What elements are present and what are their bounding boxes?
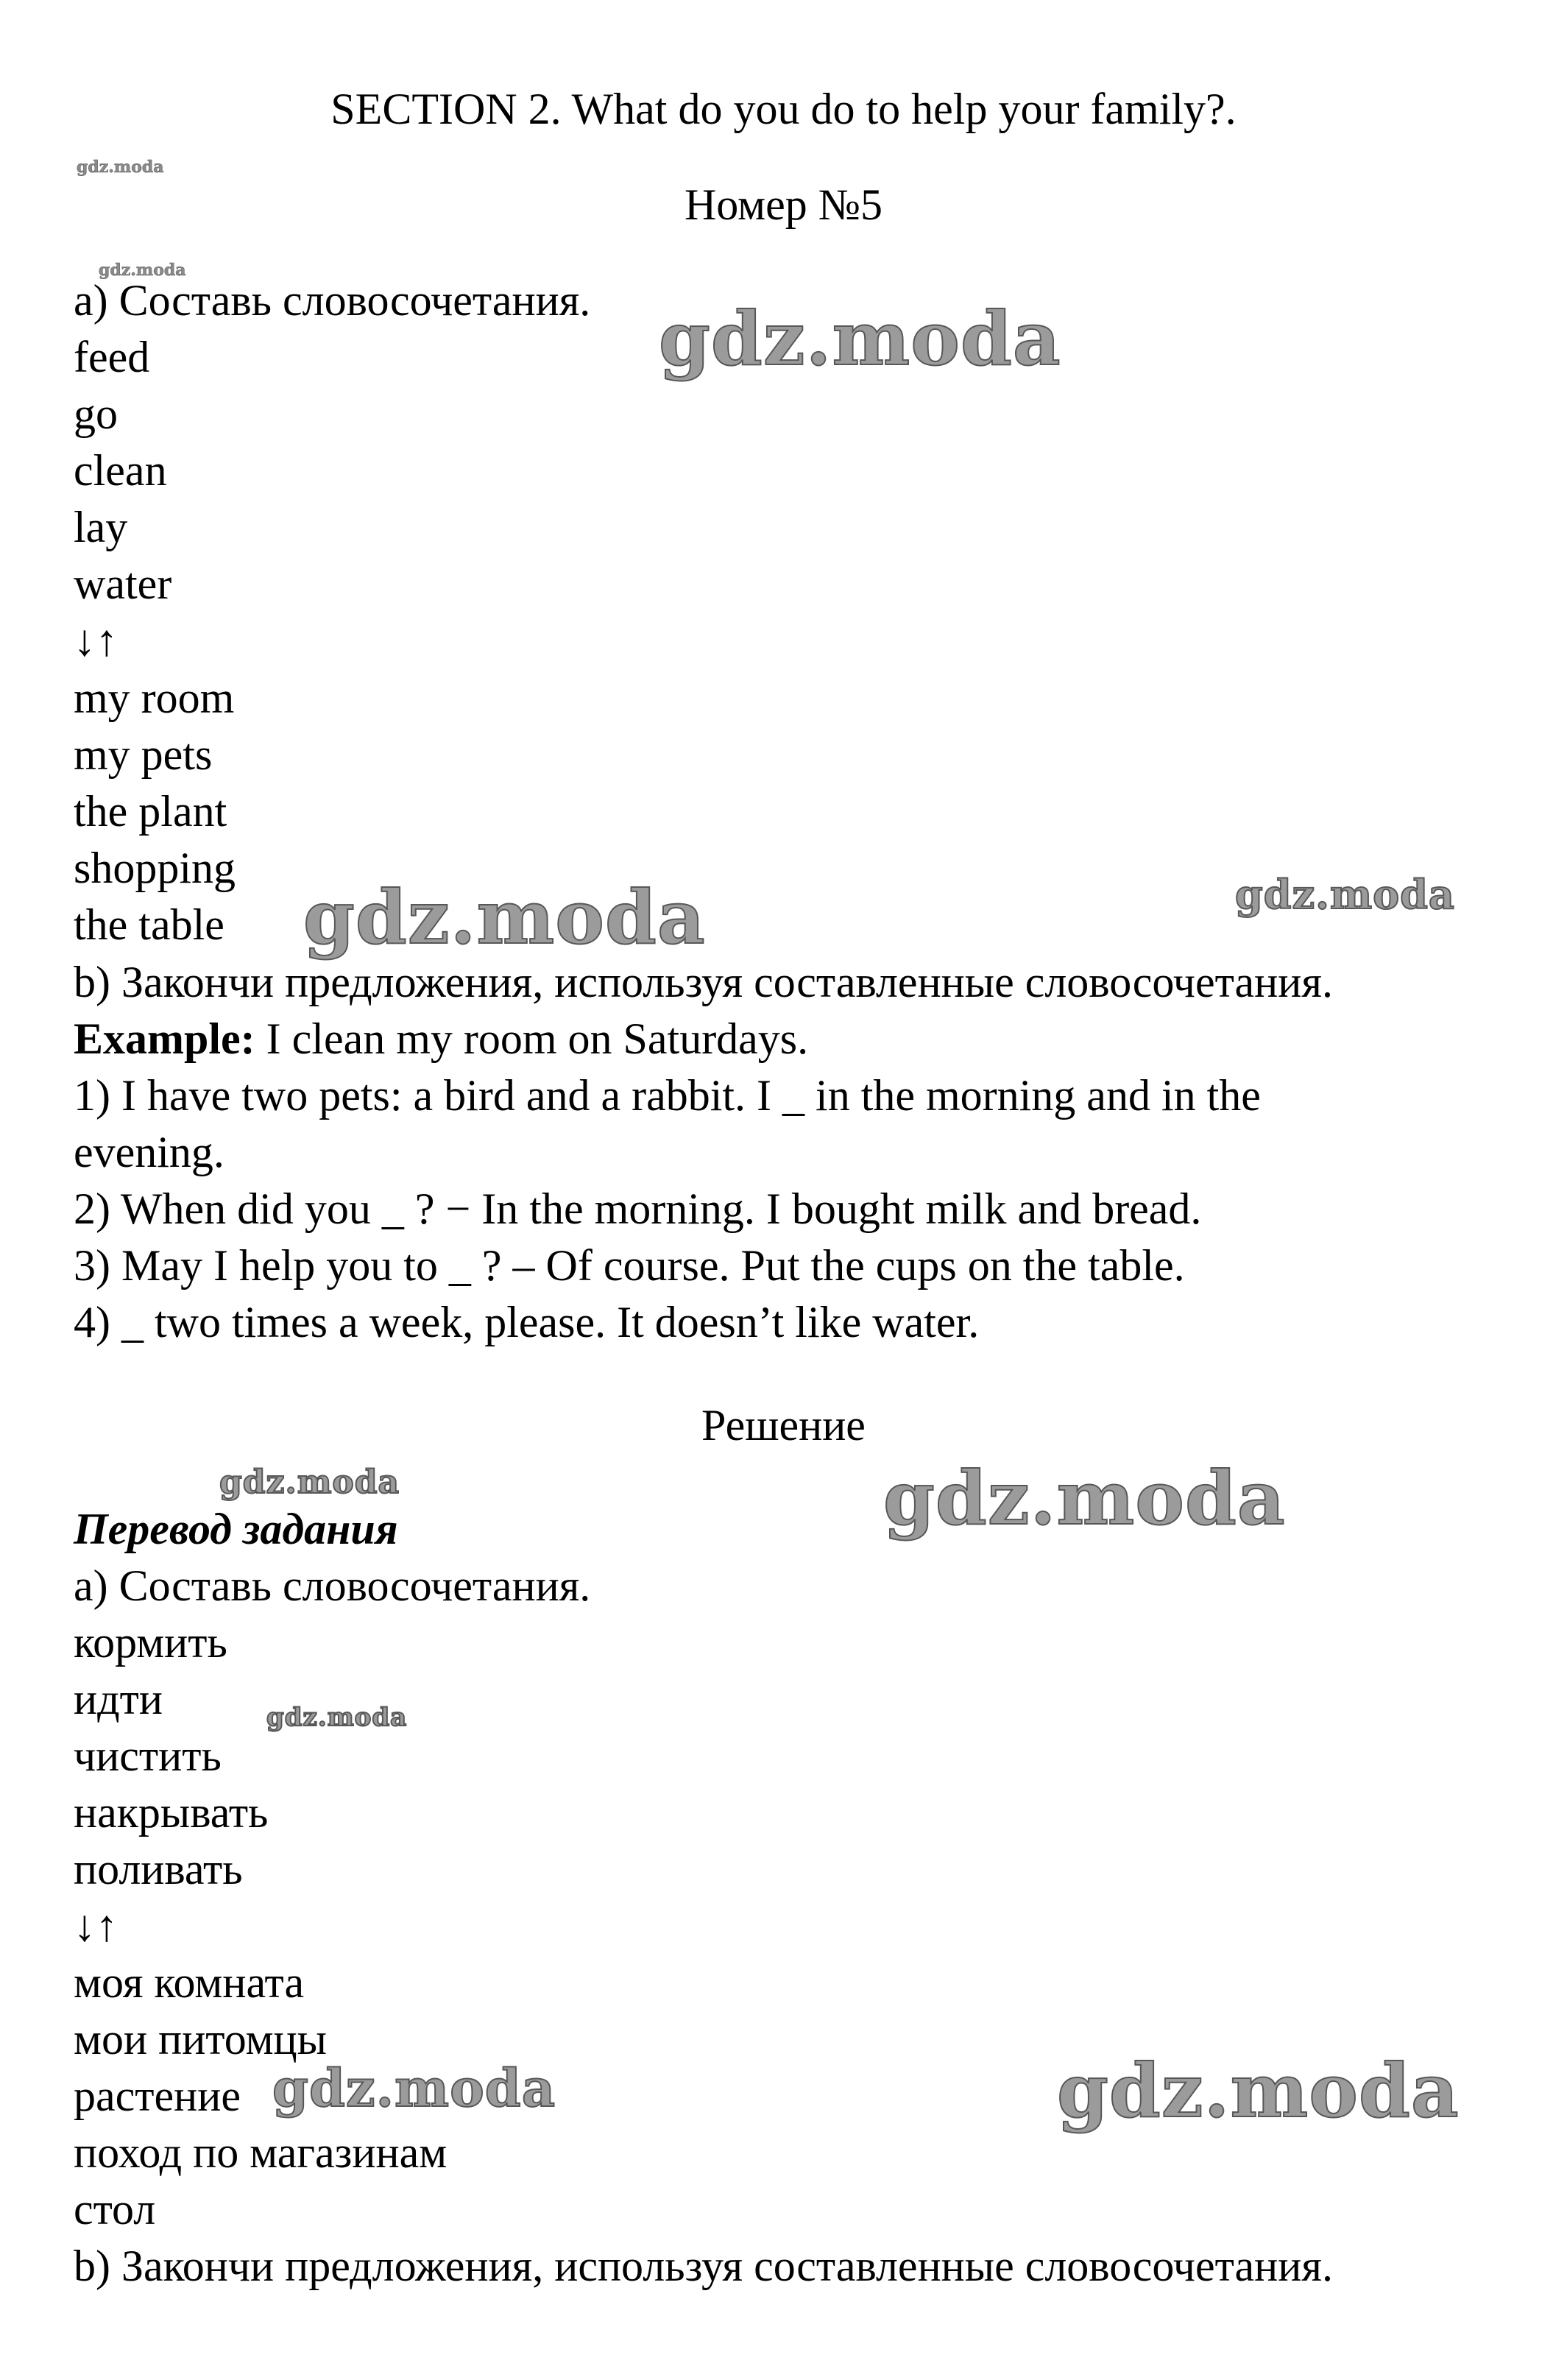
part-b-heading: b) Закончи предложения, используя составленные словосочетания. <box>74 958 1333 1006</box>
noun-translation: моя комната <box>74 1958 305 2007</box>
watermark-logo: gdz.moda <box>266 1703 408 1732</box>
noun-item: the plant <box>74 787 227 836</box>
arrows-symbol: ↓↑ <box>74 1901 118 1950</box>
verb-translation: накрывать <box>74 1788 269 1837</box>
watermark-logo: gdz.moda <box>1235 871 1455 918</box>
noun-item: shopping <box>74 844 236 892</box>
noun-item: my room <box>74 674 235 722</box>
verb-translation: чистить <box>74 1731 222 1780</box>
verb-item: clean <box>74 446 167 495</box>
noun-translation: растение <box>74 2072 241 2120</box>
part-a-heading: a) Составь словосочетания. <box>74 276 591 325</box>
verb-item: water <box>74 559 172 608</box>
watermark-logo: gdz.moda <box>303 874 706 961</box>
example-text: I clean my room on Saturdays. <box>255 1014 809 1063</box>
watermark-logo: gdz.moda <box>99 261 186 280</box>
verb-item: lay <box>74 503 128 551</box>
verb-item: go <box>74 389 118 438</box>
sentence-line: 3) May I help you to _ ? – Of course. Put the cups on the table. <box>74 1241 1185 1290</box>
watermark-logo: gdz.moda <box>219 1463 400 1501</box>
sentence-line: 4) _ two times a week, please. It doesn’t like water. <box>74 1298 980 1346</box>
noun-translation: мои питомцы <box>74 2015 327 2063</box>
sentence-line: evening. <box>74 1128 224 1176</box>
noun-item: my pets <box>74 730 213 779</box>
watermark-logo: gdz.moda <box>659 295 1061 382</box>
verb-translation: идти <box>74 1675 163 1723</box>
solution-heading: Решение <box>701 1401 866 1449</box>
verb-translation: кормить <box>74 1618 227 1667</box>
solution-part-a-heading: a) Составь словосочетания. <box>74 1561 591 1610</box>
noun-translation: поход по магазинам <box>74 2128 448 2177</box>
verb-item: feed <box>74 333 150 381</box>
task-number: Номер №5 <box>684 180 883 229</box>
section-title: SECTION 2. What do you do to help your family?. <box>330 85 1237 133</box>
verb-translation: поливать <box>74 1845 243 1893</box>
arrows-symbol: ↓↑ <box>74 616 118 665</box>
sentence-line: 1) I have two pets: a bird and a rabbit. I _ in the morning and in the <box>74 1071 1261 1120</box>
noun-translation: стол <box>74 2185 156 2234</box>
watermark-logo: gdz.moda <box>77 158 164 177</box>
example-line <box>74 1014 809 1063</box>
watermark-logo: gdz.moda <box>883 1455 1286 1542</box>
translation-heading: Перевод задания <box>74 1505 398 1553</box>
watermark-logo: gdz.moda <box>1057 2047 1460 2134</box>
example-label: Example: <box>74 1014 255 1063</box>
sentence-line: 2) When did you _ ? − In the morning. I bought milk and bread. <box>74 1184 1202 1233</box>
watermark-logo: gdz.moda <box>272 2058 556 2119</box>
noun-item: the table <box>74 900 224 949</box>
solution-part-b-heading: b) Закончи предложения, используя составленные словосочетания. <box>74 2242 1333 2290</box>
